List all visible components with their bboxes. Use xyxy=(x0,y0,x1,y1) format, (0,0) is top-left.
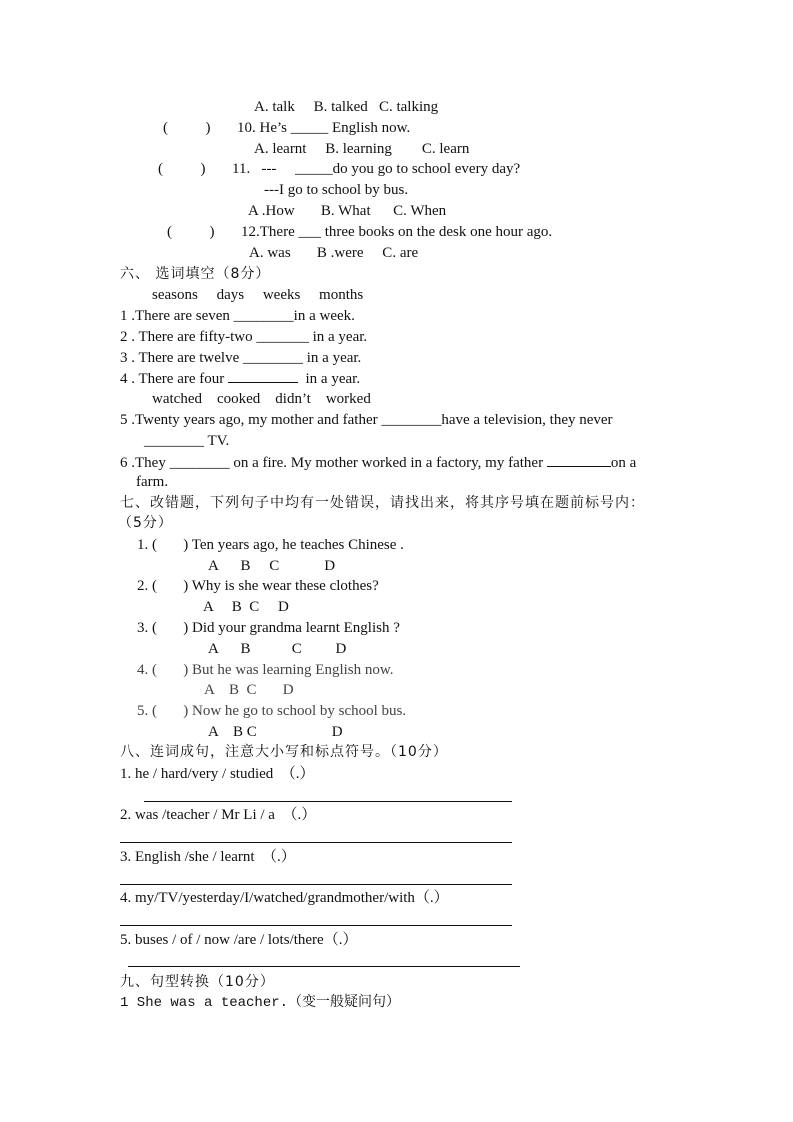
section8-answer-line-2[interactable] xyxy=(120,842,512,843)
q11-answer-paren[interactable]: ( ) xyxy=(158,161,206,177)
section6-item-1: 1 .There are seven ________in a week. xyxy=(120,308,355,324)
section7-item-1: 1. ( ) Ten years ago, he teaches Chinese . xyxy=(137,537,404,553)
section9-item-1: 1 She was a teacher.（变一般疑问句） xyxy=(120,995,401,1011)
q12-answer-paren[interactable]: ( ) xyxy=(167,224,215,240)
section7-item-4: 4. ( ) But he was learning English now. xyxy=(137,662,394,678)
section6-item-3: 3 . There are twelve ________ in a year. xyxy=(120,350,362,366)
section8-item-1: 1. he / hard/very / studied （.） xyxy=(120,766,315,782)
section6-word-bank-2: watched cooked didn’t worked xyxy=(152,391,371,407)
section7-item-3-letters: A B C D xyxy=(208,641,347,657)
section6-item-6-text: 6 .They ________ on a fire. My mother worked in a factory, my father xyxy=(120,455,547,471)
section8-item-4: 4. my/TV/yesterday/I/watched/grandmother/with（.） xyxy=(120,890,449,906)
section6-item-4-text: 4 . There are four xyxy=(120,371,225,387)
q12-stem: 12.There ___ three books on the desk one hour ago. xyxy=(241,224,553,240)
section6-item-6-line2: farm. xyxy=(136,474,169,490)
q10-answer-paren[interactable]: ( ) xyxy=(163,120,211,136)
section6-item-6-blank[interactable] xyxy=(547,452,611,467)
section7-title-line2: （5分） xyxy=(118,515,173,531)
section6-item-2: 2 . There are fifty-two _______ in a year. xyxy=(120,329,368,345)
section7-item-5: 5. ( ) Now he go to school by school bus. xyxy=(137,703,407,719)
q10-stem: 10. He’s _____ English now. xyxy=(237,120,411,136)
section6-item-6-tail: on a xyxy=(610,455,637,471)
section6-item-4 xyxy=(120,368,360,389)
section7-item-5-letters: A B C D xyxy=(208,724,343,740)
section7-item-2: 2. ( ) Why is she wear these clothes? xyxy=(137,578,379,594)
section8-answer-line-1[interactable] xyxy=(144,801,512,802)
q11-options: A .How B. What C. When xyxy=(248,203,447,219)
section6-item-4-blank[interactable] xyxy=(228,368,298,383)
section6-item-4-tail: in a year. xyxy=(301,371,361,387)
q12-options: A. was B .were C. are xyxy=(249,245,419,261)
section6-item-5-line1: 5 .Twenty years ago, my mother and father ________have a television, they never xyxy=(120,412,613,428)
section8-item-5: 5. buses / of / now /are / lots/there（.） xyxy=(120,932,358,948)
section9-title: 九、句型转换（10分） xyxy=(120,974,275,990)
section7-item-2-letters: A B C D xyxy=(203,599,289,615)
section7-item-3: 3. ( ) Did your grandma learnt English ? xyxy=(137,620,400,636)
section7-item-1-letters: A B C D xyxy=(208,558,336,574)
section6-item-6-line1 xyxy=(120,452,636,473)
section6-word-bank-1: seasons days weeks months xyxy=(152,287,364,303)
section7-title-line1: 七、改错题，下列句子中均有一处错误，请找出来，将其序号填在题前标号内： xyxy=(120,495,645,511)
section6-title: 六、 选词填空（8分） xyxy=(120,266,271,282)
q9-options: A. talk B. talked C. talking xyxy=(254,99,439,115)
section8-title: 八、连词成句，注意大小写和标点符号。（10分） xyxy=(120,744,448,760)
section6-item-5-line2: ________ TV. xyxy=(144,433,230,449)
section7-item-4-letters: A B C D xyxy=(204,682,294,698)
q10-options: A. learnt B. learning C. learn xyxy=(254,141,470,157)
section8-answer-line-5[interactable] xyxy=(128,966,520,967)
q11-stem: 11. --- _____do you go to school every day? xyxy=(232,161,521,177)
section8-item-3: 3. English /she / learnt （.） xyxy=(120,849,296,865)
section8-answer-line-4[interactable] xyxy=(120,925,512,926)
section8-item-2: 2. was /teacher / Mr Li / a （.） xyxy=(120,807,317,823)
section8-answer-line-3[interactable] xyxy=(120,884,512,885)
q11-answer-line: ---I go to school by bus. xyxy=(264,182,409,198)
